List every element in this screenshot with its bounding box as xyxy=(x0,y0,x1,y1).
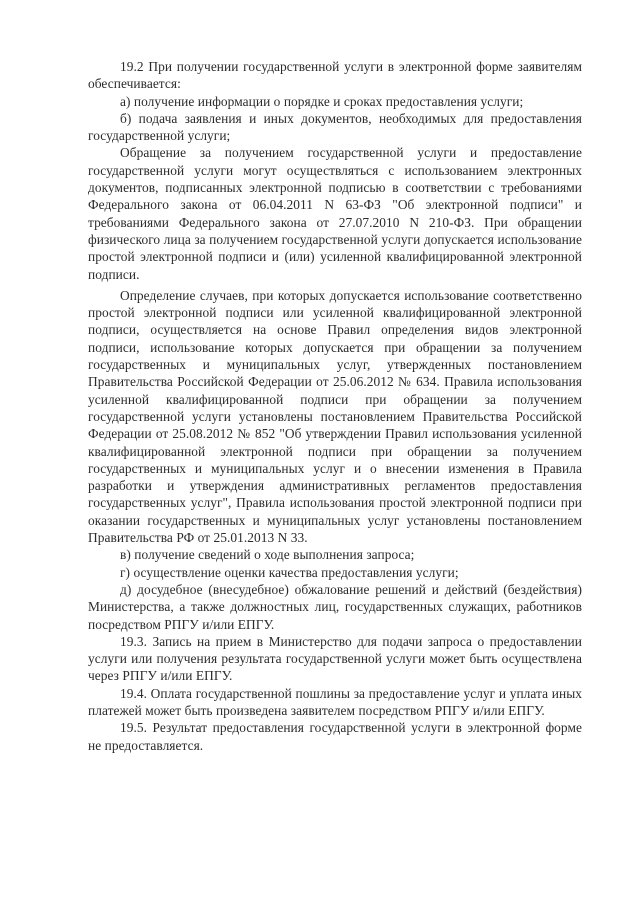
list-item-a: а) получение информации о порядке и сроках предоставления услуги; xyxy=(120,93,524,109)
paragraph-signature-rules: Определение случаев, при которых допускается использование соответственно простой электронной подписи или усиленной квалифицированной электронной подписи, осуществляется на основе Правил определения видов электронной подписи, использование которых допускается при обращении за получением государственных и муниципальных услуг, утвержденных постановлением Правительства Российской Федерации от 25.06.2012 № 634. Правила использования усиленной квалифицированной подписи при обращении за получением государственной услуги установлены постановлением Правительства Российской Федерации от 25.08.2012 № 852 "Об утверждении Правил использования усиленной квалифицированной электронной подписи при обращении за получением государственных и муниципальных услуг и о внесении изменения в Правила разработки и утверждения административных регламентов предоставления государственных услуг", Правила использования простой электронной подписи при оказании государственных и муниципальных услуг установлены постановлением Правительства РФ от 25.01.2013 N 33. xyxy=(88,287,582,546)
paragraph-19-4: 19.4. Оплата государственной пошлины за предоставление услуг и уплата иных платежей может быть произведена заявителем посредством РПГУ и/или ЕПГУ. xyxy=(88,685,582,718)
list-item-d: д) досудебное (внесудебное) обжалование решений и действий (бездействия) Министерства, а также должностных лиц, государственных служащих, работников посредством РПГУ и/или ЕПГУ. xyxy=(88,581,582,632)
paragraph-electronic-signature: Обращение за получением государственной услуги и предоставление государственной услуги могут осуществляться с использованием электронных документов, подписанных электронной подписью в соответствии с требованиями Федерального закона от 06.04.2011 N 63-ФЗ "Об электронной подписи" и требованиями Федерального закона от 27.07.2010 N 210-ФЗ. При обращении физического лица за получением государственной услуги допускается использование простой электронной подписи и (или) усиленной квалифицированной электронной подписи. xyxy=(88,145,582,282)
paragraph-19-5: 19.5. Результат предоставления государственной услуги в электронной форме не предоставляется. xyxy=(88,720,582,753)
paragraph-19-3: 19.3. Запись на прием в Министерство для подачи запроса о предоставлении услуги или получения результата государственной услуги может быть осуществлена через РПГУ и/или ЕПГУ. xyxy=(88,633,582,684)
document-body xyxy=(88,58,582,754)
list-item-g: г) осуществление оценки качества предоставления услуги; xyxy=(120,564,459,580)
list-item-b: б) подача заявления и иных документов, необходимых для предоставления государственной услуги; xyxy=(88,110,582,144)
paragraph-19-2: 19.2 При получении государственной услуги в электронной форме заявителям обеспечивается: xyxy=(88,59,582,92)
list-item-v: в) получение сведений о ходе выполнения запроса; xyxy=(120,547,415,563)
